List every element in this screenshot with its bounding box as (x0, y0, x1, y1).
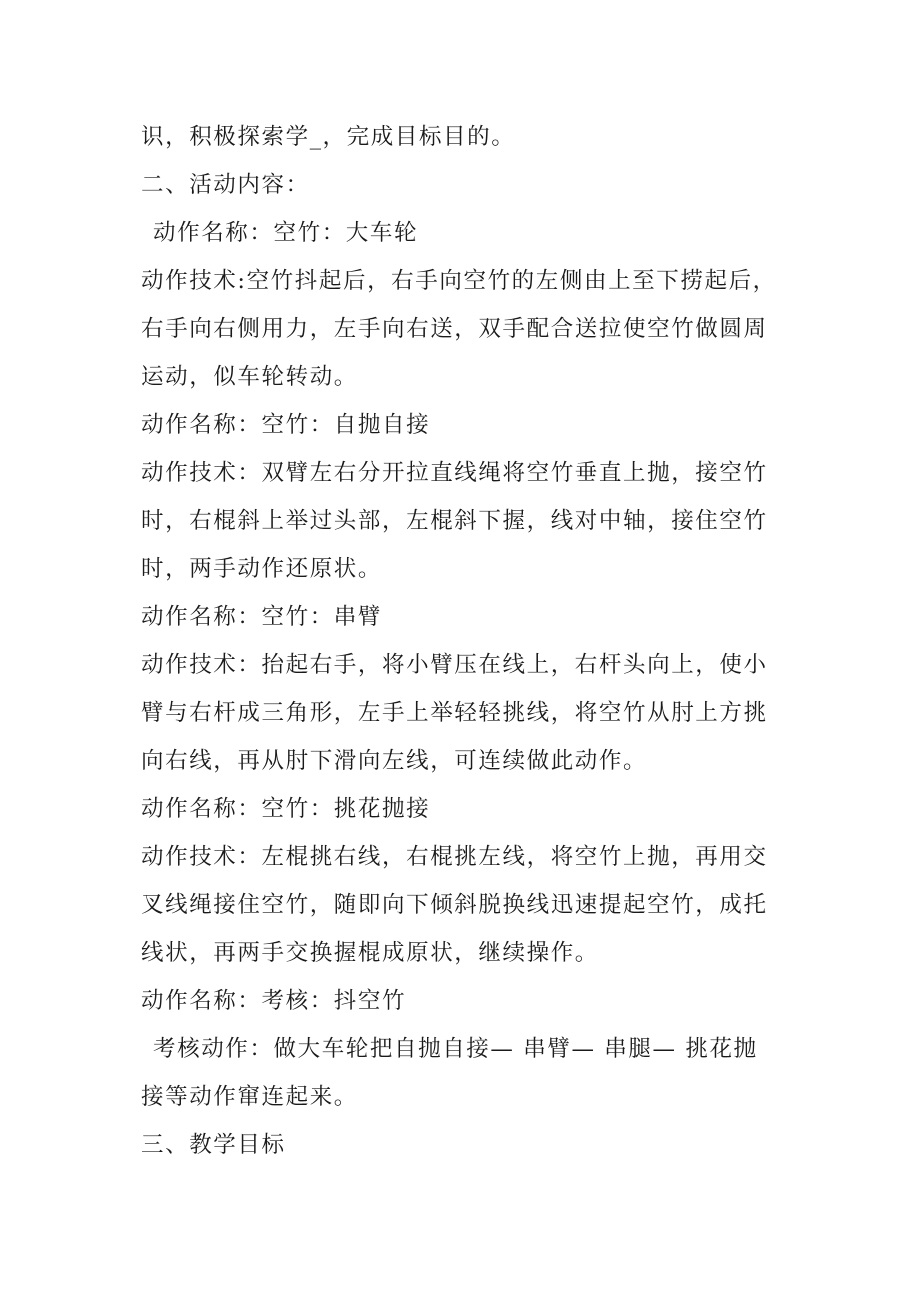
text-line: 动作技术:空竹抖起后，右手向空竹的左侧由上至下捞起后， (141, 268, 777, 294)
text-line: 动作技术：抬起右手，将小臂压在线上，右杆头向上，使小 (141, 652, 768, 678)
action-name: 动作名称：空竹：挑花抛接 (141, 796, 431, 822)
text-line: 接等动作窜连起来。 (141, 1084, 358, 1110)
section-heading: 二、活动内容： (141, 172, 310, 198)
action-name: 动作名称：考核：抖空竹 (141, 988, 407, 1014)
action-name: 动作名称：空竹：串臂 (141, 604, 383, 630)
document-page (141, 113, 786, 1169)
text-line: 叉线绳接住空竹，随即向下倾斜脱换线迅速提起空竹，成托 (141, 892, 768, 918)
text-line: 动作技术：双臂左右分开拉直线绳将空竹垂直上抛，接空竹 (141, 460, 768, 486)
action-name: 动作名称：空竹：大车轮 (153, 220, 419, 246)
text-line: 考核动作：做大车轮把自抛自接— 串臂— 串腿— 挑花抛 (153, 1036, 758, 1062)
text-line: 线状，再两手交换握棍成原状，继续操作。 (141, 940, 599, 966)
text-line: 右手向右侧用力，左手向右送，双手配合送拉使空竹做圆周 (141, 316, 768, 342)
text-line: 运动，似车轮转动。 (141, 364, 358, 390)
action-name: 动作名称：空竹：自抛自接 (141, 412, 431, 438)
section-heading: 三、教学目标 (141, 1132, 286, 1158)
text-line: 动作技术：左棍挑右线，右棍挑左线，将空竹上抛，再用交 (141, 844, 768, 870)
text-line: 时，右棍斜上举过头部，左棍斜下握，线对中轴，接住空竹 (141, 508, 768, 534)
text-line: 识，积极探索学_，完成目标目的。 (141, 124, 516, 150)
text-line: 向右线，再从肘下滑向左线，可连续做此动作。 (141, 748, 648, 774)
text-line: 时，两手动作还原状。 (141, 556, 383, 582)
text-line: 臂与右杆成三角形，左手上举轻轻挑线，将空竹从肘上方挑 (141, 700, 768, 726)
